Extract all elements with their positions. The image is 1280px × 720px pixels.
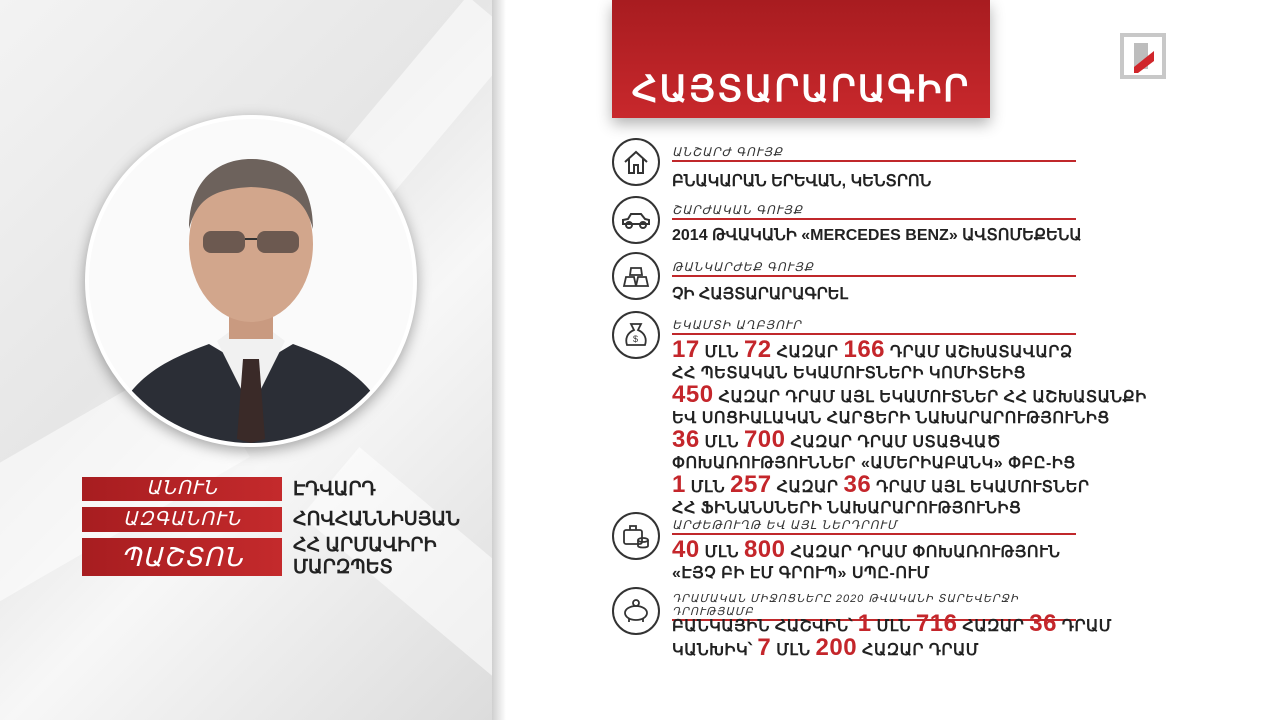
valuables-label: ԹԱՆԿԱՐԺԵՔ ԳՈՒՅՔ xyxy=(672,260,1076,277)
amount-number: 72 xyxy=(743,336,772,363)
line-text: ՄԼՆ xyxy=(871,618,916,635)
line-text: ՀԱԶԱՐ xyxy=(771,479,844,496)
car-icon xyxy=(612,196,660,244)
amount-number: 800 xyxy=(743,536,786,563)
amount-number: 17 xyxy=(672,336,700,363)
amount-number: 716 xyxy=(915,610,958,637)
amount-number: 1 xyxy=(672,471,686,498)
position-line-2: ՄԱՐԶՊԵՏ xyxy=(293,557,393,578)
line-text: ՄԼՆ xyxy=(699,434,744,451)
vehicle-label: ՇԱՐԺԱԿԱՆ ԳՈՒՅՔ xyxy=(672,203,1076,220)
amount-number: 700 xyxy=(743,426,786,453)
amount-number: 200 xyxy=(815,634,858,661)
line-text: ՀԱԶԱՐ ԴՐԱՄ ՍՏԱՑՎԱԾ xyxy=(785,434,1002,451)
income-line xyxy=(672,363,1026,383)
line-text: ԴՐԱՄ xyxy=(1056,618,1112,635)
amount-number: 36 xyxy=(843,471,872,498)
line-text: ԿԱՆԽԻԿ՝ xyxy=(672,642,758,659)
income-line xyxy=(672,381,1147,409)
amount-number: 36 xyxy=(1029,610,1057,637)
briefcase-coins-icon xyxy=(612,512,660,560)
name-value: ԷԴՎԱՐԴ xyxy=(293,479,376,500)
income-line xyxy=(672,453,1076,473)
piggy-bank-icon xyxy=(612,587,660,635)
securities-label: ԱՐԺԵԹՈՒՂԹ ԵՎ ԱՅԼ ՆԵՐԴՐՈՒՄ xyxy=(672,518,1076,535)
income-line xyxy=(672,426,1001,454)
name-label: ԱՆՈՒՆ xyxy=(82,477,282,501)
house-icon xyxy=(612,138,660,186)
position-value xyxy=(293,535,437,579)
line-text: ՀԱԶԱՐ ԴՐԱՄ ՓՈԽԱՌՈՒԹՅՈՒՆ xyxy=(785,544,1061,561)
channel-logo-icon xyxy=(1120,33,1166,79)
income-label: ԵԿԱՄՏԻ ԱՂԲՅՈՒՐ xyxy=(672,318,1076,335)
securities-line xyxy=(672,536,1060,564)
svg-text:$: $ xyxy=(633,334,639,344)
income-line xyxy=(672,408,1110,428)
line-text: ԴՐԱՄ ԱՇԽԱՏԱՎԱՐՁ xyxy=(885,344,1073,361)
divider xyxy=(492,0,506,720)
securities-line xyxy=(672,563,930,583)
line-text: ՀԱԶԱՐ ԴՐԱՄ xyxy=(857,642,979,659)
line-text: ԵՎ ՍՈՑԻԱԼԱԿԱՆ ՀԱՐՑԵՐԻ ՆԱԽԱՐԱՐՈՒԹՅՈՒՆԻՑ xyxy=(672,410,1110,427)
line-text: ՀՀ ՖԻՆԱՆՍՆԵՐԻ ՆԱԽԱՐԱՐՈՒԹՅՈՒՆԻՑ xyxy=(672,500,1022,517)
money-bag-icon xyxy=(612,311,660,359)
vehicle-value: 2014 ԹՎԱԿԱՆԻ «MERCEDES BENZ» ԱՎՏՈՄԵՔԵՆԱ xyxy=(672,227,1082,244)
income-line xyxy=(672,498,1021,518)
portrait-photo xyxy=(85,115,417,447)
gold-bars-icon xyxy=(612,252,660,300)
amount-number: 166 xyxy=(843,336,886,363)
line-text: ՀԱԶԱՐ ԴՐԱՄ ԱՅԼ ԵԿԱՄՈՒՏՆԵՐ ՀՀ ԱՇԽԱՏԱՆՔԻ xyxy=(713,389,1147,406)
line-text: ՄԼՆ xyxy=(699,344,744,361)
line-text: ԴՐԱՄ ԱՅԼ ԵԿԱՄՈՒՏՆԵՐ xyxy=(871,479,1090,496)
title-banner xyxy=(612,0,990,118)
line-text: ՄԼՆ xyxy=(771,642,816,659)
surname-label: ԱԶԳԱՆՈՒՆ xyxy=(82,507,282,532)
real-estate-label: ԱՆՇԱՐԺ ԳՈՒՅՔ xyxy=(672,145,1076,162)
amount-number: 36 xyxy=(672,426,700,453)
income-line xyxy=(672,471,1089,499)
amount-number: 450 xyxy=(672,381,714,408)
line-text: ՀԱԶԱՐ xyxy=(771,344,844,361)
line-text: ՀՀ ՊԵՏԱԿԱՆ ԵԿԱՄՈՒՏՆԵՐԻ ԿՈՄԻՏԵԻՑ xyxy=(672,365,1026,382)
valuables-value: ՉԻ ՀԱՅՏԱՐԱՐԱԳՐԵԼ xyxy=(672,286,848,303)
line-text: ՄԼՆ xyxy=(699,544,744,561)
position-label: ՊԱՇՏՈՆ xyxy=(82,538,282,576)
amount-number: 1 xyxy=(857,610,872,637)
amount-number: 40 xyxy=(672,536,700,563)
amount-number: 7 xyxy=(757,634,772,661)
income-line xyxy=(672,336,1073,364)
line-text: ՓՈԽԱՌՈՒԹՅՈՒՆՆԵՐ «ԱՄԵՐԻԱԲԱՆԿ» ՓԲԸ-ԻՑ xyxy=(672,455,1076,472)
line-text: ՄԼՆ xyxy=(685,479,731,496)
line-text: ԲԱՆԿԱՅԻՆ ՀԱՇՎԻՆ՝ xyxy=(672,618,858,635)
position-line-1: ՀՀ ԱՐՄԱՎԻՐԻ xyxy=(293,535,437,556)
banner-title: ՀԱՅՏԱՐԱՐԱԳԻՐ xyxy=(631,68,971,109)
line-text: ՀԱԶԱՐ xyxy=(957,618,1030,635)
line-text: «ԷՅՉ ԲԻ ԷՄ ԳՐՈՒՊ» ՍՊԸ-ՈՒՄ xyxy=(672,565,930,582)
amount-number: 257 xyxy=(730,471,772,498)
cash-line xyxy=(672,634,979,662)
surname-value: ՀՈՎՀԱՆՆԻՍՅԱՆ xyxy=(293,509,460,530)
real-estate-value: ԲՆԱԿԱՐԱՆ ԵՐԵՎԱՆ, ԿԵՆՏՐՈՆ xyxy=(672,173,932,190)
cash-label: ԴՐԱՄԱԿԱՆ ՄԻՋՈՑՆԵՐԸ 2020 ԹՎԱԿԱՆԻ ՏԱՐԵՎԵՐՋԻ ԴՐՈՒԹՅԱՄԲ xyxy=(672,592,1076,621)
